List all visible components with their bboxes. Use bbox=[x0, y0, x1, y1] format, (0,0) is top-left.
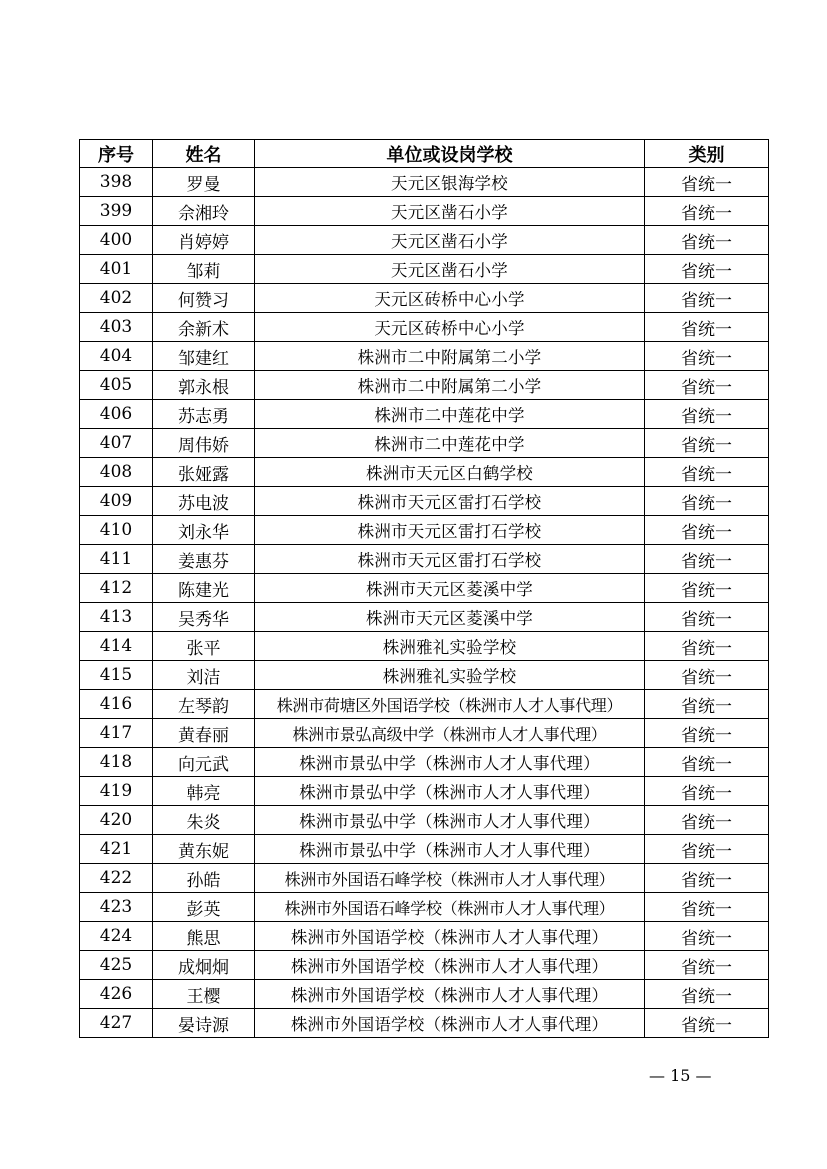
cell-school: 天元区砖桥中心小学 bbox=[255, 313, 645, 342]
cell-number: 424 bbox=[80, 922, 153, 951]
page-number: — 15 — bbox=[649, 1066, 712, 1085]
cell-name: 王樱 bbox=[153, 980, 255, 1009]
cell-type: 省统一 bbox=[645, 951, 769, 980]
table-row bbox=[80, 371, 769, 400]
cell-number: 404 bbox=[80, 342, 153, 371]
cell-number: 410 bbox=[80, 516, 153, 545]
cell-number: 419 bbox=[80, 777, 153, 806]
cell-name: 向元武 bbox=[153, 748, 255, 777]
cell-name: 佘湘玲 bbox=[153, 197, 255, 226]
cell-type: 省统一 bbox=[645, 806, 769, 835]
cell-type: 省统一 bbox=[645, 777, 769, 806]
cell-number: 402 bbox=[80, 284, 153, 313]
table-row bbox=[80, 574, 769, 603]
cell-name: 张平 bbox=[153, 632, 255, 661]
cell-number: 398 bbox=[80, 168, 153, 197]
cell-number: 400 bbox=[80, 226, 153, 255]
cell-school: 天元区凿石小学 bbox=[255, 226, 645, 255]
table-row bbox=[80, 429, 769, 458]
cell-name: 罗曼 bbox=[153, 168, 255, 197]
cell-name: 周伟娇 bbox=[153, 429, 255, 458]
cell-school: 株洲市荷塘区外国语学校（株洲市人才人事代理） bbox=[255, 690, 645, 719]
cell-number: 415 bbox=[80, 661, 153, 690]
table-row bbox=[80, 893, 769, 922]
cell-school: 株洲市二中附属第二小学 bbox=[255, 342, 645, 371]
cell-name: 刘洁 bbox=[153, 661, 255, 690]
cell-school: 株洲市天元区白鹤学校 bbox=[255, 458, 645, 487]
table-row bbox=[80, 922, 769, 951]
cell-school: 天元区砖桥中心小学 bbox=[255, 284, 645, 313]
cell-school: 株洲市景弘中学（株洲市人才人事代理） bbox=[255, 806, 645, 835]
table-row bbox=[80, 1009, 769, 1038]
table-row bbox=[80, 487, 769, 516]
cell-type: 省统一 bbox=[645, 864, 769, 893]
cell-name: 张娅露 bbox=[153, 458, 255, 487]
table-row bbox=[80, 197, 769, 226]
cell-type: 省统一 bbox=[645, 487, 769, 516]
cell-type: 省统一 bbox=[645, 429, 769, 458]
cell-school: 株洲市天元区菱溪中学 bbox=[255, 574, 645, 603]
cell-school: 株洲市二中莲花中学 bbox=[255, 429, 645, 458]
table-row bbox=[80, 284, 769, 313]
cell-number: 406 bbox=[80, 400, 153, 429]
cell-name: 邹莉 bbox=[153, 255, 255, 284]
cell-number: 422 bbox=[80, 864, 153, 893]
cell-type: 省统一 bbox=[645, 835, 769, 864]
header-school: 单位或设岗学校 bbox=[255, 140, 645, 168]
cell-number: 401 bbox=[80, 255, 153, 284]
cell-number: 405 bbox=[80, 371, 153, 400]
cell-name: 朱炎 bbox=[153, 806, 255, 835]
cell-school: 株洲市外国语学校（株洲市人才人事代理） bbox=[255, 1009, 645, 1038]
cell-name: 刘永华 bbox=[153, 516, 255, 545]
cell-school: 株洲市天元区菱溪中学 bbox=[255, 603, 645, 632]
table-row bbox=[80, 864, 769, 893]
cell-type: 省统一 bbox=[645, 980, 769, 1009]
cell-type: 省统一 bbox=[645, 313, 769, 342]
cell-name: 韩亮 bbox=[153, 777, 255, 806]
cell-type: 省统一 bbox=[645, 574, 769, 603]
cell-name: 吴秀华 bbox=[153, 603, 255, 632]
cell-name: 肖婷婷 bbox=[153, 226, 255, 255]
cell-type: 省统一 bbox=[645, 603, 769, 632]
cell-number: 403 bbox=[80, 313, 153, 342]
cell-school: 天元区凿石小学 bbox=[255, 197, 645, 226]
cell-type: 省统一 bbox=[645, 371, 769, 400]
header-type: 类别 bbox=[645, 140, 769, 168]
cell-number: 411 bbox=[80, 545, 153, 574]
table-row bbox=[80, 255, 769, 284]
cell-number: 425 bbox=[80, 951, 153, 980]
table-row bbox=[80, 748, 769, 777]
roster-table bbox=[79, 139, 769, 1038]
cell-school: 株洲市天元区雷打石学校 bbox=[255, 516, 645, 545]
cell-name: 邹建红 bbox=[153, 342, 255, 371]
cell-school: 株洲市天元区雷打石学校 bbox=[255, 545, 645, 574]
table-row bbox=[80, 458, 769, 487]
cell-name: 何赞习 bbox=[153, 284, 255, 313]
cell-school: 株洲市外国语石峰学校（株洲市人才人事代理） bbox=[255, 864, 645, 893]
table-row bbox=[80, 632, 769, 661]
cell-type: 省统一 bbox=[645, 516, 769, 545]
header-name: 姓名 bbox=[153, 140, 255, 168]
cell-school: 株洲市二中莲花中学 bbox=[255, 400, 645, 429]
cell-type: 省统一 bbox=[645, 168, 769, 197]
cell-name: 余新术 bbox=[153, 313, 255, 342]
cell-type: 省统一 bbox=[645, 226, 769, 255]
cell-type: 省统一 bbox=[645, 661, 769, 690]
cell-number: 416 bbox=[80, 690, 153, 719]
cell-name: 熊思 bbox=[153, 922, 255, 951]
cell-number: 418 bbox=[80, 748, 153, 777]
table-row bbox=[80, 777, 769, 806]
table-header-row bbox=[80, 140, 769, 168]
cell-type: 省统一 bbox=[645, 922, 769, 951]
cell-school: 株洲市外国语石峰学校（株洲市人才人事代理） bbox=[255, 893, 645, 922]
cell-type: 省统一 bbox=[645, 690, 769, 719]
cell-number: 409 bbox=[80, 487, 153, 516]
table-row bbox=[80, 226, 769, 255]
cell-number: 407 bbox=[80, 429, 153, 458]
table-row bbox=[80, 806, 769, 835]
cell-number: 413 bbox=[80, 603, 153, 632]
cell-type: 省统一 bbox=[645, 458, 769, 487]
cell-school: 株洲市外国语学校（株洲市人才人事代理） bbox=[255, 922, 645, 951]
cell-type: 省统一 bbox=[645, 284, 769, 313]
table-row bbox=[80, 545, 769, 574]
cell-number: 420 bbox=[80, 806, 153, 835]
cell-number: 399 bbox=[80, 197, 153, 226]
cell-school: 天元区银海学校 bbox=[255, 168, 645, 197]
cell-school: 株洲市景弘中学（株洲市人才人事代理） bbox=[255, 835, 645, 864]
cell-name: 苏志勇 bbox=[153, 400, 255, 429]
cell-type: 省统一 bbox=[645, 342, 769, 371]
cell-name: 黄东妮 bbox=[153, 835, 255, 864]
cell-name: 黄春丽 bbox=[153, 719, 255, 748]
cell-number: 414 bbox=[80, 632, 153, 661]
table-row bbox=[80, 603, 769, 632]
table-row bbox=[80, 516, 769, 545]
cell-name: 成炯炯 bbox=[153, 951, 255, 980]
cell-school: 株洲市二中附属第二小学 bbox=[255, 371, 645, 400]
cell-name: 左琴韵 bbox=[153, 690, 255, 719]
table-row bbox=[80, 313, 769, 342]
table-row bbox=[80, 980, 769, 1009]
cell-school: 天元区凿石小学 bbox=[255, 255, 645, 284]
cell-type: 省统一 bbox=[645, 719, 769, 748]
table-row bbox=[80, 342, 769, 371]
cell-type: 省统一 bbox=[645, 545, 769, 574]
cell-type: 省统一 bbox=[645, 748, 769, 777]
header-number: 序号 bbox=[80, 140, 153, 168]
cell-school: 株洲市天元区雷打石学校 bbox=[255, 487, 645, 516]
cell-type: 省统一 bbox=[645, 632, 769, 661]
cell-number: 417 bbox=[80, 719, 153, 748]
cell-name: 姜惠芬 bbox=[153, 545, 255, 574]
cell-type: 省统一 bbox=[645, 255, 769, 284]
cell-type: 省统一 bbox=[645, 197, 769, 226]
table-row bbox=[80, 400, 769, 429]
cell-school: 株洲雅礼实验学校 bbox=[255, 661, 645, 690]
cell-school: 株洲市景弘高级中学（株洲市人才人事代理） bbox=[255, 719, 645, 748]
cell-name: 郭永根 bbox=[153, 371, 255, 400]
cell-number: 408 bbox=[80, 458, 153, 487]
cell-type: 省统一 bbox=[645, 893, 769, 922]
cell-type: 省统一 bbox=[645, 400, 769, 429]
table-row bbox=[80, 951, 769, 980]
cell-name: 晏诗源 bbox=[153, 1009, 255, 1038]
table-row bbox=[80, 690, 769, 719]
cell-number: 427 bbox=[80, 1009, 153, 1038]
table-row bbox=[80, 835, 769, 864]
cell-number: 421 bbox=[80, 835, 153, 864]
cell-name: 孙皓 bbox=[153, 864, 255, 893]
cell-name: 彭英 bbox=[153, 893, 255, 922]
cell-type: 省统一 bbox=[645, 1009, 769, 1038]
cell-school: 株洲市外国语学校（株洲市人才人事代理） bbox=[255, 951, 645, 980]
cell-school: 株洲市景弘中学（株洲市人才人事代理） bbox=[255, 748, 645, 777]
cell-school: 株洲市景弘中学（株洲市人才人事代理） bbox=[255, 777, 645, 806]
cell-school: 株洲雅礼实验学校 bbox=[255, 632, 645, 661]
cell-name: 陈建光 bbox=[153, 574, 255, 603]
table-row bbox=[80, 168, 769, 197]
cell-name: 苏电波 bbox=[153, 487, 255, 516]
cell-number: 423 bbox=[80, 893, 153, 922]
cell-school: 株洲市外国语学校（株洲市人才人事代理） bbox=[255, 980, 645, 1009]
table-row bbox=[80, 661, 769, 690]
table-row bbox=[80, 719, 769, 748]
cell-number: 426 bbox=[80, 980, 153, 1009]
cell-number: 412 bbox=[80, 574, 153, 603]
